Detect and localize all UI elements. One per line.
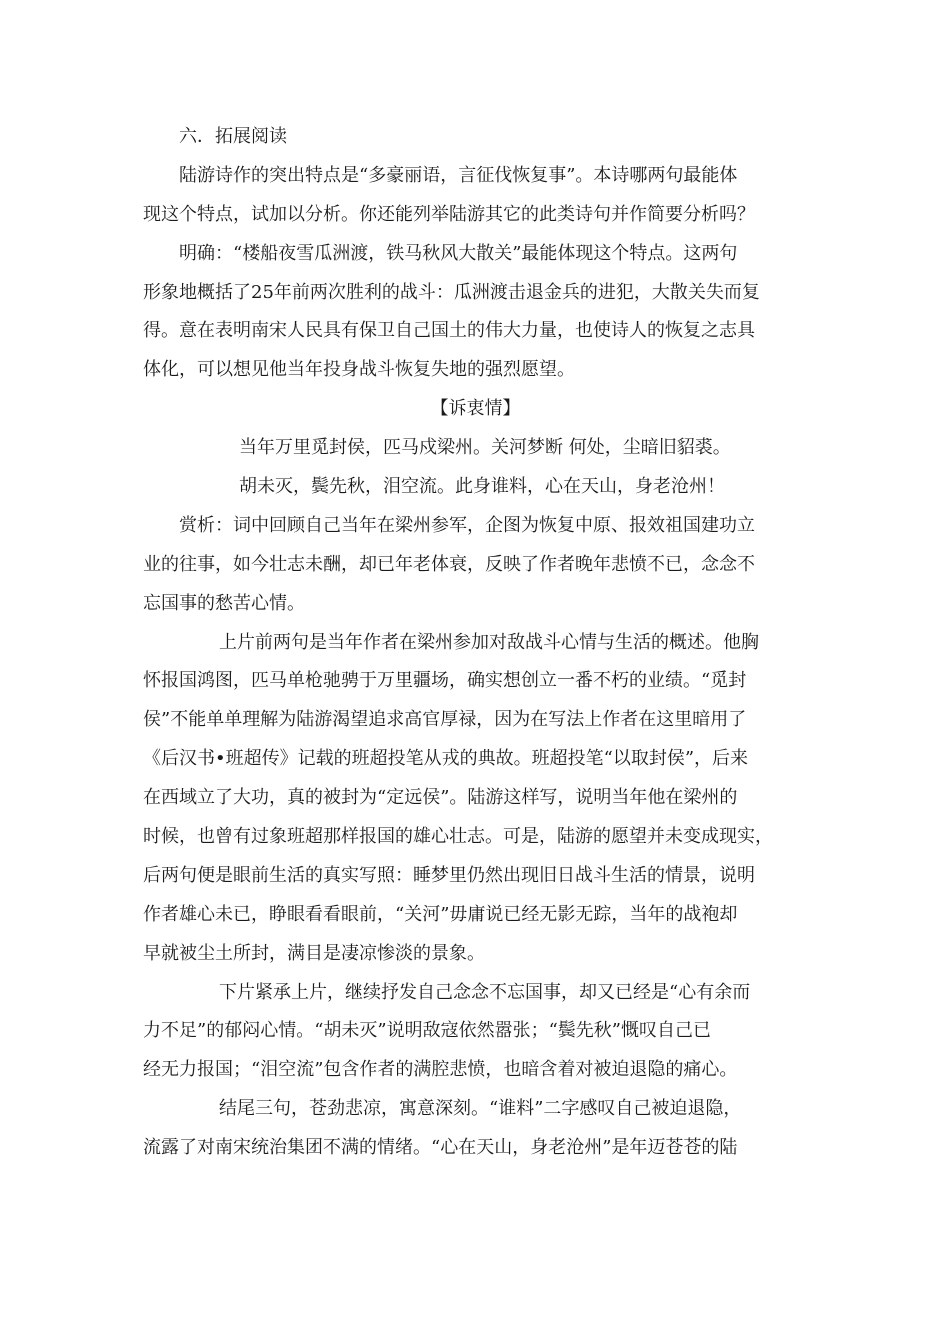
text-line: 经无力报国；“泪空流”包含作者的满腔悲愤，也暗含着对被迫退隐的痛心。 <box>143 1059 738 1081</box>
text-line: 现这个特点，试加以分析。你还能列举陆游其它的此类诗句并作简要分析吗？ <box>143 203 755 225</box>
text-line: 明确：“楼船夜雪瓜洲渡，铁马秋风大散关”最能体现这个特点。这两句 <box>179 242 738 264</box>
question-paragraph <box>143 157 808 235</box>
text-line: 后两句便是眼前生活的真实写照：睡梦里仍然出现旧日战斗生活的情景，说明 <box>143 864 755 886</box>
text-line: 怀报国鸿图，匹马单枪驰骋于万里疆场，确实想创立一番不朽的业绩。“觅封 <box>143 670 747 692</box>
second-half-paragraph <box>143 974 808 1091</box>
text-line: 下片紧承上片，继续抒发自己念念不忘国事，却又已经是“心有余而 <box>219 981 751 1003</box>
answer-paragraph <box>143 235 808 391</box>
document-page <box>143 118 808 1168</box>
poem-line: 胡未灭，鬓先秋，泪空流。此身谁料，心在天山，身老沧州！ <box>239 476 725 498</box>
text-line: 得。意在表明南宋人民具有保卫自己国土的伟大力量，也使诗人的恢复之志具 <box>143 320 755 342</box>
section-heading: 六．拓展阅读 <box>179 126 287 147</box>
poem-line: 当年万里觅封侯，匹马戍梁州。关河梦断 何处，尘暗旧貂裘。 <box>239 437 731 459</box>
text-line: 《后汉书•班超传》记载的班超投笔从戎的典故。班超投笔“以取封侯”，后来 <box>143 748 749 770</box>
text-line: 在西域立了大功，真的被封为“定远侯”。陆游这样写，说明当年他在梁州的 <box>143 787 738 809</box>
text-line: 力不足”的郁闷心情。“胡未灭”说明敌寇依然嚣张；“鬓先秋”慨叹自己已 <box>143 1020 712 1042</box>
text-line: 业的往事，如今壮志未酬，却已年老体衰，反映了作者晚年悲愤不已，念念不 <box>143 553 755 575</box>
text-line: 忘国事的愁苦心情。 <box>143 592 305 614</box>
text-line: 早就被尘土所封，满目是凄凉惨淡的景象。 <box>143 942 485 964</box>
text-line: 流露了对南宋统治集团不满的情绪。“心在天山，身老沧州”是年迈苍苍的陆 <box>143 1137 738 1159</box>
text-line: 陆游诗作的突出特点是“多豪丽语，言征伐恢复事”。本诗哪两句最能体 <box>179 164 738 186</box>
first-half-paragraph <box>143 624 808 974</box>
poem-title: 【诉衷情】 <box>430 398 521 420</box>
poem-body <box>143 429 808 507</box>
text-line: 结尾三句，苍劲悲凉，寓意深刻。“谁料”二字感叹自己被迫退隐， <box>219 1098 742 1120</box>
text-line: 体化，可以想见他当年投身战斗恢复失地的强烈愿望。 <box>143 359 575 381</box>
text-line: 时候，也曾有过象班超那样报国的雄心壮志。可是，陆游的愿望并未变成现实， <box>143 826 773 848</box>
text-line: 形象地概括了25年前两次胜利的战斗：瓜洲渡击退金兵的进犯，大散关失而复 <box>143 281 760 303</box>
text-line: 侯”不能单单理解为陆游渴望追求高官厚禄，因为在写法上作者在这里暗用了 <box>143 709 747 731</box>
ending-paragraph <box>143 1090 808 1168</box>
appreciation-paragraph <box>143 507 808 624</box>
text-line: 赏析：词中回顾自己当年在梁州参军，企图为恢复中原、报效祖国建功立 <box>179 514 755 536</box>
text-line: 上片前两句是当年作者在梁州参加对敌战斗心情与生活的概述。他胸 <box>219 631 759 653</box>
text-line: 作者雄心未已，睁眼看看眼前，“关河”毋庸说已经无影无踪，当年的战袍却 <box>143 903 738 925</box>
